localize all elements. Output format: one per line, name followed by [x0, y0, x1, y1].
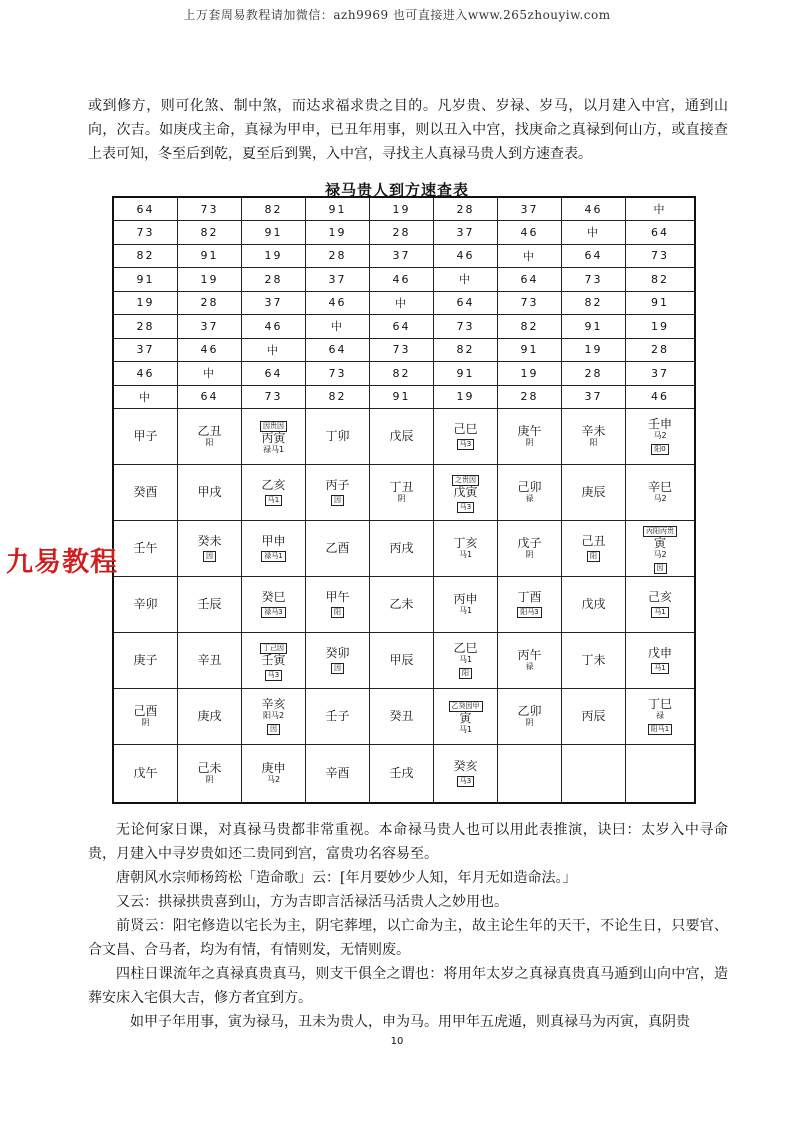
ganzhi-row: [113, 520, 695, 576]
number-cell: 64: [113, 197, 178, 221]
ganzhi-label: 辛巳: [647, 479, 672, 494]
ganzhi-label: 戊申: [647, 645, 672, 660]
number-cell: 64: [562, 244, 626, 268]
ganzhi-row: [113, 688, 695, 744]
number-cell: 46: [626, 385, 696, 409]
number-cell: 64: [434, 291, 498, 315]
ganzhi-cell: [178, 464, 242, 520]
number-cell: 82: [113, 244, 178, 268]
cell-boxed-note: 因: [331, 495, 344, 506]
ganzhi-cell: [370, 576, 434, 632]
ganzhi-cell: [306, 744, 370, 803]
ganzhi-label: 癸未: [197, 533, 222, 548]
ganzhi-cell: [370, 520, 434, 576]
ganzhi-cell: [242, 576, 306, 632]
ganzhi-cell: [242, 688, 306, 744]
ganzhi-label: 辛酉: [325, 765, 350, 780]
ganzhi-label: 己未: [197, 760, 222, 775]
ganzhi-label: 壬午: [133, 540, 158, 555]
ganzhi-cell: [434, 464, 498, 520]
cell-note: 马1: [458, 724, 473, 734]
number-cell: 37: [242, 291, 306, 315]
ganzhi-cell: [370, 744, 434, 803]
number-cell: 28: [370, 221, 434, 245]
ganzhi-label: 丁未: [581, 652, 606, 667]
paragraph-5: 四柱日课流年之真禄真贵真马，则支干俱全之谓也：将用年太岁之真禄真贵真马遁到山向中宫，造葬安床入宅俱大吉，修方者宜到方。: [88, 966, 728, 1006]
number-cell: 37: [178, 315, 242, 339]
ganzhi-label: 乙卯: [517, 703, 542, 718]
intro-paragraph: [88, 94, 728, 166]
number-row: [113, 244, 695, 268]
ganzhi-label: 壬寅: [261, 652, 286, 667]
ganzhi-label: 庚辰: [581, 484, 606, 499]
ganzhi-label: 丙戌: [389, 540, 414, 555]
paragraph-4: 前贤云：阳宅修造以宅长为主，阴宅葬埋，以亡命为主，故主论生年的天干，不论生日，只要官、合文昌、合马者，均为有情，有情则发，无情则废。: [88, 918, 728, 958]
ganzhi-cell: [434, 744, 498, 803]
table-body: [113, 197, 695, 803]
ganzhi-cell: [626, 632, 696, 688]
number-cell: 73: [370, 338, 434, 362]
ganzhi-label: 己卯: [517, 479, 542, 494]
ganzhi-cell: [178, 744, 242, 803]
cell-note: 马2: [266, 774, 281, 784]
ganzhi-label: 戊戌: [581, 596, 606, 611]
number-cell: 73: [242, 385, 306, 409]
ganzhi-label: 己酉: [133, 703, 158, 718]
number-cell: 82: [562, 291, 626, 315]
paragraph-2: 唐朝风水宗师杨筠松「造命歌」云：[年月要妙少人知，年月无如造命法。」: [116, 870, 577, 886]
number-cell: 19: [306, 221, 370, 245]
ganzhi-label: 寅: [459, 710, 472, 725]
cell-note: 阴: [141, 717, 150, 727]
ganzhi-label: 癸卯: [325, 645, 350, 660]
number-row: [113, 197, 695, 221]
ganzhi-label: 辛卯: [133, 596, 158, 611]
ganzhi-label: 寅: [653, 535, 666, 550]
ganzhi-label: 癸酉: [133, 484, 158, 499]
number-cell: 73: [434, 315, 498, 339]
cell-note: 阴: [397, 493, 406, 503]
number-cell: 28: [113, 315, 178, 339]
ganzhi-label: 戊子: [517, 535, 542, 550]
number-cell: 64: [498, 268, 562, 292]
cell-boxed-note: 马3: [265, 670, 282, 681]
cell-boxed-note: 阳0: [651, 444, 668, 455]
cell-note: 阳马2: [262, 710, 285, 720]
number-cell: 73: [178, 197, 242, 221]
ganzhi-label: 庚申: [261, 760, 286, 775]
ganzhi-cell: [178, 576, 242, 632]
number-cell: 28: [306, 244, 370, 268]
number-cell: 37: [498, 197, 562, 221]
cell-boxed-note: 因: [654, 563, 667, 574]
cell-boxed-note: 马1: [651, 663, 668, 674]
number-cell: 中: [626, 197, 696, 221]
cell-boxed-note: 阳马1: [648, 724, 672, 735]
ganzhi-label: 甲午: [325, 589, 350, 604]
number-cell: 46: [498, 221, 562, 245]
number-cell: 19: [242, 244, 306, 268]
ganzhi-label: 丁巳: [647, 696, 672, 711]
ganzhi-cell: [242, 744, 306, 803]
number-cell: 82: [306, 385, 370, 409]
ganzhi-cell: [498, 744, 562, 803]
paragraph-6: 如甲子年用事，寅为禄马，丑未为贵人，申为马。用甲年五虎遁，则真禄马为丙寅，真阴贵: [130, 1014, 690, 1030]
ganzhi-label: 丙子: [325, 477, 350, 492]
ganzhi-row: [113, 464, 695, 520]
ganzhi-cell: [626, 688, 696, 744]
ganzhi-label: 辛丑: [197, 652, 222, 667]
ganzhi-label: 乙丑: [197, 423, 222, 438]
number-cell: 73: [626, 244, 696, 268]
number-row: [113, 338, 695, 362]
ganzhi-label: 丙申: [453, 591, 478, 606]
number-cell: 91: [113, 268, 178, 292]
ganzhi-cell: [434, 576, 498, 632]
cell-note: 马1: [458, 605, 473, 615]
number-cell: 19: [113, 291, 178, 315]
number-cell: 28: [562, 362, 626, 386]
cell-note: 禄: [525, 493, 534, 503]
cell-note: 马1: [458, 654, 473, 664]
cell-boxed-note: 阳: [331, 607, 344, 618]
cell-boxed-note: 禄马3: [261, 607, 285, 618]
ganzhi-cell: [562, 464, 626, 520]
ganzhi-label: 丁卯: [325, 428, 350, 443]
cell-note: 阴: [525, 717, 534, 727]
number-cell: 64: [242, 362, 306, 386]
ganzhi-cell: [562, 409, 626, 465]
number-cell: 64: [178, 385, 242, 409]
number-cell: 91: [434, 362, 498, 386]
number-cell: 中: [178, 362, 242, 386]
number-cell: 91: [498, 338, 562, 362]
number-cell: 46: [370, 268, 434, 292]
ganzhi-label: 乙未: [389, 596, 414, 611]
ganzhi-cell: [370, 464, 434, 520]
ganzhi-cell: [113, 464, 178, 520]
ganzhi-cell: [498, 464, 562, 520]
number-cell: 37: [306, 268, 370, 292]
number-row: [113, 385, 695, 409]
ganzhi-cell: [626, 464, 696, 520]
ganzhi-cell: [626, 576, 696, 632]
ganzhi-label: 乙亥: [261, 477, 286, 492]
number-cell: 37: [562, 385, 626, 409]
number-cell: 37: [370, 244, 434, 268]
number-cell: 28: [434, 197, 498, 221]
number-cell: 19: [498, 362, 562, 386]
ganzhi-cell: [306, 688, 370, 744]
number-cell: 37: [113, 338, 178, 362]
number-cell: 46: [434, 244, 498, 268]
ganzhi-cell: [242, 520, 306, 576]
number-cell: 82: [242, 197, 306, 221]
number-row: [113, 362, 695, 386]
ganzhi-cell: [498, 409, 562, 465]
ganzhi-cell: [434, 520, 498, 576]
number-cell: 91: [370, 385, 434, 409]
cell-top-label: 丁己因: [260, 643, 287, 654]
number-cell: 91: [178, 244, 242, 268]
number-cell: 28: [242, 268, 306, 292]
ganzhi-cell: [113, 688, 178, 744]
ganzhi-label: 甲辰: [389, 652, 414, 667]
ganzhi-label: 己亥: [647, 589, 672, 604]
number-cell: 28: [626, 338, 696, 362]
cell-note: 马2: [653, 549, 667, 559]
ganzhi-label: 乙巳: [453, 640, 478, 655]
ganzhi-label: 辛未: [581, 423, 606, 438]
page-number: 10: [390, 1036, 404, 1047]
paragraph-1: 无论何家日课，对真禄马贵都非常重视。本命禄马贵人也可以用此表推演，诀曰：太岁入中寻命贵，月建入中寻岁贵如还二贵同到宫，富贵功名容易至。: [88, 822, 728, 862]
ganzhi-label: 乙酉: [325, 540, 350, 555]
ganzhi-row: [113, 744, 695, 803]
ganzhi-cell: [434, 632, 498, 688]
number-cell: 中: [434, 268, 498, 292]
ganzhi-cell: [562, 632, 626, 688]
number-cell: 37: [626, 362, 696, 386]
ganzhi-cell: [498, 576, 562, 632]
cell-note: 马2: [653, 430, 667, 440]
ganzhi-label: 己巳: [453, 421, 478, 436]
ganzhi-cell: [306, 464, 370, 520]
ganzhi-label: 丁酉: [517, 589, 542, 604]
ganzhi-label: 丙辰: [581, 708, 606, 723]
number-cell: 19: [370, 197, 434, 221]
ganzhi-cell: [242, 409, 306, 465]
number-cell: 82: [498, 315, 562, 339]
ganzhi-label: 癸丑: [389, 708, 414, 723]
ganzhi-label: 庚子: [133, 652, 158, 667]
number-cell: 中: [113, 385, 178, 409]
cell-boxed-note: 因: [331, 663, 344, 674]
cell-boxed-note: 因: [267, 724, 280, 735]
ganzhi-row: [113, 632, 695, 688]
ganzhi-cell: [370, 409, 434, 465]
cell-note: 阳: [205, 437, 214, 447]
cell-boxed-note: 阳: [459, 668, 472, 679]
number-cell: 91: [626, 291, 696, 315]
ganzhi-cell: [306, 520, 370, 576]
ganzhi-cell: [178, 632, 242, 688]
ganzhi-cell: [626, 409, 696, 465]
number-cell: 46: [178, 338, 242, 362]
cell-boxed-note: 马3: [457, 439, 474, 450]
ganzhi-cell: [178, 409, 242, 465]
cell-boxed-note: 马3: [457, 776, 474, 787]
cell-top-label: 因贵因: [260, 421, 287, 432]
ganzhi-label: 甲申: [261, 533, 286, 548]
ganzhi-label: 癸巳: [261, 589, 286, 604]
ganzhi-label: 丙寅: [261, 430, 286, 445]
number-cell: 82: [626, 268, 696, 292]
ganzhi-label: 庚戌: [197, 708, 222, 723]
ganzhi-cell: [113, 520, 178, 576]
number-row: [113, 315, 695, 339]
lookup-table: [112, 196, 696, 804]
ganzhi-cell: [113, 632, 178, 688]
number-cell: 19: [626, 315, 696, 339]
ganzhi-cell: [178, 688, 242, 744]
header-banner: 上万套周易教程请加微信：azh9969 也可直接进入www.265zhouyiw.com: [183, 8, 611, 22]
number-cell: 73: [306, 362, 370, 386]
cell-note: 阴: [205, 774, 214, 784]
ganzhi-label: 壬戌: [389, 765, 414, 780]
cell-boxed-note: 马1: [265, 495, 282, 506]
number-cell: 46: [306, 291, 370, 315]
number-cell: 46: [113, 362, 178, 386]
number-cell: 82: [370, 362, 434, 386]
number-cell: 64: [370, 315, 434, 339]
ganzhi-cell: [562, 576, 626, 632]
number-cell: 73: [498, 291, 562, 315]
ganzhi-label: 壬辰: [197, 596, 222, 611]
cell-note: 马1: [458, 549, 473, 559]
cell-boxed-note: 禄马1: [261, 551, 285, 562]
ganzhi-label: 癸亥: [453, 758, 478, 773]
cell-boxed-note: 马1: [651, 607, 668, 618]
ganzhi-cell: [178, 520, 242, 576]
cell-note: 马2: [653, 493, 667, 503]
number-cell: 91: [242, 221, 306, 245]
ganzhi-cell: [242, 632, 306, 688]
number-cell: 28: [178, 291, 242, 315]
number-cell: 中: [242, 338, 306, 362]
ganzhi-label: 甲戌: [197, 484, 222, 499]
ganzhi-cell: [306, 409, 370, 465]
number-cell: 73: [562, 268, 626, 292]
ganzhi-label: 戊午: [133, 765, 158, 780]
number-cell: 28: [498, 385, 562, 409]
ganzhi-cell: [562, 688, 626, 744]
number-cell: 82: [434, 338, 498, 362]
body-text: [88, 818, 728, 1034]
number-cell: 64: [306, 338, 370, 362]
ganzhi-cell: [113, 409, 178, 465]
ganzhi-cell: [113, 744, 178, 803]
cell-boxed-note: 因: [203, 551, 216, 562]
ganzhi-cell: [370, 688, 434, 744]
cell-note: 阳: [589, 437, 598, 447]
cell-note: 禄: [525, 661, 534, 671]
ganzhi-label: 壬申: [647, 416, 672, 431]
table-title: 禄马贵人到方速查表: [324, 181, 469, 199]
number-row: [113, 268, 695, 292]
number-cell: 91: [306, 197, 370, 221]
number-cell: 46: [242, 315, 306, 339]
number-cell: 19: [562, 338, 626, 362]
number-cell: 91: [562, 315, 626, 339]
number-row: [113, 291, 695, 315]
ganzhi-cell: [434, 688, 498, 744]
ganzhi-row: [113, 576, 695, 632]
cell-top-label: 乙癸因甲: [449, 701, 483, 712]
ganzhi-cell: [626, 520, 696, 576]
number-cell: 82: [178, 221, 242, 245]
ganzhi-cell: [498, 632, 562, 688]
ganzhi-label: 庚午: [517, 423, 542, 438]
number-cell: 19: [434, 385, 498, 409]
ganzhi-cell: [242, 464, 306, 520]
ganzhi-row: [113, 409, 695, 465]
ganzhi-label: 丁亥: [453, 535, 478, 550]
number-row: [113, 221, 695, 245]
cell-boxed-note: 阳马3: [517, 607, 541, 618]
cell-note: 禄: [656, 710, 664, 720]
cell-note: 阴: [525, 437, 534, 447]
number-cell: 73: [113, 221, 178, 245]
ganzhi-cell: [626, 744, 696, 803]
ganzhi-cell: [370, 632, 434, 688]
ganzhi-label: 辛亥: [261, 696, 286, 711]
cell-note: 阴: [525, 549, 534, 559]
cell-boxed-note: 阳: [587, 551, 600, 562]
ganzhi-label: 戊辰: [389, 428, 414, 443]
number-cell: 中: [562, 221, 626, 245]
ganzhi-label: 戊寅: [453, 484, 478, 499]
number-cell: 中: [498, 244, 562, 268]
ganzhi-cell: [562, 744, 626, 803]
ganzhi-label: 己丑: [581, 533, 606, 548]
ganzhi-cell: [306, 576, 370, 632]
ganzhi-label: 丙午: [517, 647, 542, 662]
watermark-logo: 九易教程: [6, 547, 118, 578]
cell-top-label: 丙阳丙贵: [643, 526, 677, 537]
number-cell: 37: [434, 221, 498, 245]
ganzhi-label: 甲子: [133, 428, 158, 443]
number-cell: 19: [178, 268, 242, 292]
number-cell: 64: [626, 221, 696, 245]
ganzhi-label: 丁丑: [389, 479, 414, 494]
ganzhi-cell: [306, 632, 370, 688]
cell-top-label: 之贵因: [452, 475, 479, 486]
cell-boxed-note: 马3: [457, 502, 474, 513]
ganzhi-label: 壬子: [325, 708, 350, 723]
ganzhi-cell: [113, 576, 178, 632]
cell-note: 禄马1: [262, 444, 285, 454]
ganzhi-cell: [562, 520, 626, 576]
number-cell: 中: [370, 291, 434, 315]
number-cell: 中: [306, 315, 370, 339]
ganzhi-cell: [498, 688, 562, 744]
paragraph-3: 又云：拱禄拱贵喜到山，方为吉即言活禄活马活贵人之妙用也。: [116, 894, 508, 910]
number-cell: 46: [562, 197, 626, 221]
ganzhi-cell: [434, 409, 498, 465]
ganzhi-cell: [498, 520, 562, 576]
intro-text: 或到修方，则可化煞、制中煞，而达求福求贵之目的。凡岁贵、岁禄、岁马，以月建入中宫，通到山向，次吉。如庚戌主命，真禄为甲申，已丑年用事，则以丑入中宫，找庚命之真禄到何山方，或直接查上表可知，冬至后到乾，夏至后到巽，入中宫，寻找主人真禄马贵人到方速查表。: [88, 98, 728, 162]
